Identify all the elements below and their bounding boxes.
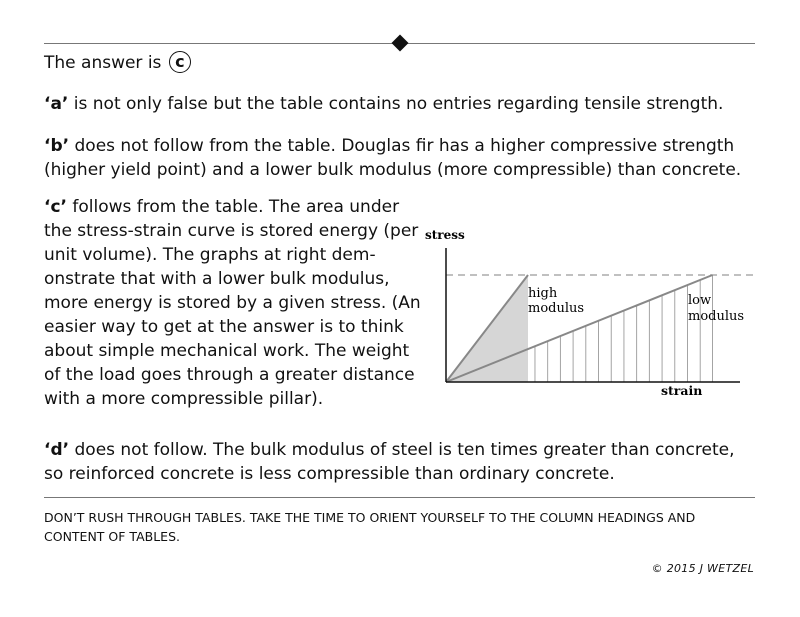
option-letter-b: ‘b’ [44, 136, 70, 156]
paragraph-c-line-8: of the load goes through a greater distance [44, 365, 415, 385]
diamond-icon [392, 35, 409, 52]
paragraph-c [44, 195, 421, 411]
paragraph-a [44, 92, 723, 116]
option-letter-a: ‘a’ [44, 94, 69, 114]
paragraph-c-line-7: about simple mechanical work. The weight [44, 341, 410, 361]
study-tip-line-2: CONTENT OF TABLES. [44, 529, 180, 544]
bottom-divider [44, 497, 755, 498]
low-modulus-label-2: modulus [688, 309, 745, 324]
paragraph-c-line-3: unit volume). The graphs at right dem- [44, 245, 376, 265]
paragraph-b-line-2: (higher yield point) and a lower bulk modulus (more compressible) than concrete. [44, 160, 742, 180]
paragraph-b [44, 134, 764, 182]
answer-prefix: The answer is [44, 53, 162, 73]
y-axis-label: stress [425, 228, 465, 242]
stress-strain-chart [420, 220, 760, 410]
paragraph-c-line-4: onstrate that with a lower bulk modulus, [44, 269, 390, 289]
study-tip-line-1: DON’T RUSH THROUGH TABLES. TAKE THE TIME TO ORIENT YOURSELF TO THE COLUMN HEADINGS AND [44, 510, 696, 525]
paragraph-d-line-1: ‘d’ does not follow. The bulk modulus of steel is ten times greater than concrete, [44, 440, 735, 460]
paragraph-d-line-2: so reinforced concrete is less compressible than ordinary concrete. [44, 464, 615, 484]
low-modulus-label-1: low [688, 293, 712, 308]
x-axis-label: strain [661, 383, 703, 398]
paragraph-a-text: is not only false but the table contains no entries regarding tensile strength. [68, 94, 724, 114]
paragraph-c-line-6: easier way to get at the answer is to think [44, 317, 404, 337]
option-letter-c: ‘c’ [44, 197, 67, 217]
study-tip [44, 508, 755, 546]
copyright: © 2015 J WETZEL [651, 562, 754, 575]
paragraph-d [44, 438, 764, 486]
answer-line [44, 51, 191, 75]
high-modulus-label-1: high [528, 286, 558, 301]
paragraph-b-line-1: ‘b’ does not follow from the table. Douglas fir has a higher compressive strength [44, 136, 735, 156]
high-modulus-label-2: modulus [528, 301, 585, 316]
paragraph-c-line-9: with a more compressible pillar). [44, 389, 324, 409]
paragraph-c-line-1: ‘c’ follows from the table. The area under [44, 197, 400, 217]
paragraph-c-line-2: the stress-strain curve is stored energy (per [44, 221, 419, 241]
option-letter-d: ‘d’ [44, 440, 70, 460]
answer-circle: c [169, 51, 191, 73]
paragraph-c-line-5: more energy is stored by a given stress. (An [44, 293, 421, 313]
